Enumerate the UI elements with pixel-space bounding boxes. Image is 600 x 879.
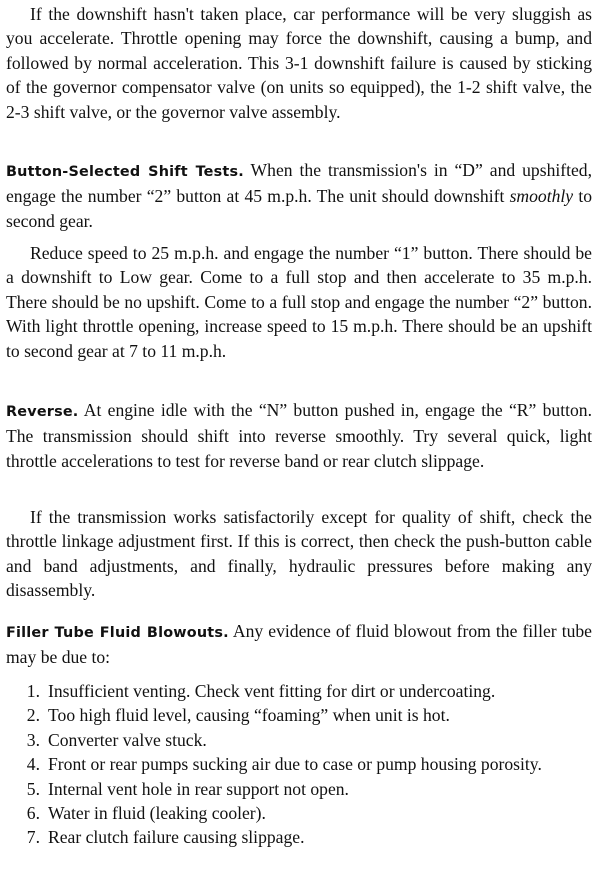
section-reverse [6,398,592,473]
section-filler-tube [6,619,592,670]
section-heading: Filler Tube Fluid Blowouts. [6,625,229,641]
list-item [6,679,592,703]
paragraph-text: Reduce speed to 25 m.p.h. and engage the number “1” button. There should be a downshift to Low gear. Come to a full stop and then accelerate to 35 m.p.h. There should be no upshift. Come to a full stop and engage the number “2” button. With light throttle opening, increase speed to 15 m.p.h. There should be an upshift to second gear at 7 to 11 m.p.h. [6,243,592,361]
section-heading: Reverse. [6,404,79,420]
list-number: 3. [26,729,40,750]
paragraph-reduce-speed [6,241,592,363]
list-item [6,825,592,849]
list-text: Rear clutch failure causing slippage. [48,827,305,848]
causes-list [6,679,592,850]
list-number: 7. [26,827,40,848]
emphasis-text: smoothly [509,186,574,207]
paragraph-check-linkage [6,505,592,603]
paragraph-text: If the transmission works satisfactorily except for quality of shift, check the throttle linkage adjustment first. If this is correct, then check the push-button cable and band adjustments, and finally, hydraulic pressures before making any disassembly. [6,507,592,601]
list-item [6,703,592,727]
list-item [6,728,592,752]
list-number: 1. [26,681,40,701]
list-text: Water in fluid (leaking cooler). [48,803,266,824]
list-item [6,752,592,776]
list-text: Internal vent hole in rear support not open. [48,778,349,799]
list-item [6,801,592,825]
list-text: Converter valve stuck. [48,729,207,750]
list-text: Front or rear pumps sucking air due to case or pump housing porosity. [48,754,542,775]
list-number: 4. [26,754,40,775]
section-heading: Button-Selected Shift Tests. [6,164,244,180]
list-item [6,777,592,801]
list-text: Too high fluid level, causing “foaming” when unit is hot. [48,705,450,726]
section-text-end: to second gear. [6,186,592,231]
list-number: 5. [26,778,40,799]
list-number: 6. [26,803,40,824]
section-text: At engine idle with the “N” button pushed in, engage the “R” button. The transmission should shift into reverse smoothly. Try several quick, light throttle accelerations to test for reverse band or rear clutch slippage. [6,400,592,471]
list-number: 2. [26,705,40,726]
list-text: Insufficient venting. Check vent fitting for dirt or undercoating. [48,681,496,701]
section-text: When the transmission's in “D” and upshifted, engage the number “2” button at 45 m.p.h. The unit should downshift [6,160,593,207]
section-text: Any evidence of fluid blowout from the filler tube may be due to: [6,621,592,668]
paragraph-downshift [6,2,592,124]
section-button-selected-shift-tests [6,158,592,233]
paragraph-text: If the downshift hasn't taken place, car performance will be very sluggish as you accelerate. Throttle opening may force the downshift, causing a bump, and followed by normal acceleration. This 3-1 downshift failure is caused by sticking of the governor compensator valve (on units so equipped), the 1-2 shift valve, the 2-3 shift valve, or the governor valve assembly. [6,4,592,122]
